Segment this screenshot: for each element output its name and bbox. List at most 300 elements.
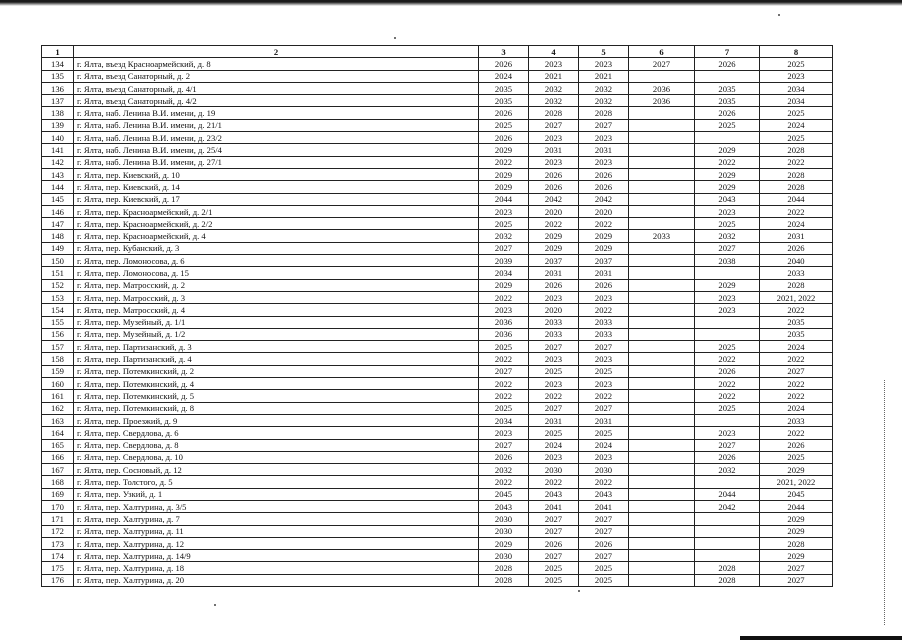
cell-col-4: 2031 [529,414,579,426]
cell-col-4: 2027 [529,341,579,353]
table-body [42,58,833,587]
cell-col-8: 2026 [760,439,833,451]
table-row [42,341,833,353]
cell-col-4: 2042 [529,193,579,205]
table-row [42,168,833,180]
cell-row-number: 143 [42,168,74,180]
cell-row-number: 166 [42,451,74,463]
cell-col-8: 2025 [760,132,833,144]
scan-bottom-edge [740,636,902,640]
cell-col-4: 2030 [529,464,579,476]
cell-address: г. Ялта, пер. Толстого, д. 5 [74,476,479,488]
cell-col-8: 2024 [760,119,833,131]
cell-col-5: 2025 [579,365,629,377]
cell-row-number: 137 [42,95,74,107]
cell-col-4: 2041 [529,500,579,512]
cell-col-6 [629,439,695,451]
cell-col-3: 2027 [479,365,529,377]
cell-col-7: 2042 [695,500,760,512]
cell-row-number: 151 [42,267,74,279]
table-row [42,156,833,168]
cell-col-5: 2024 [579,439,629,451]
cell-col-5: 2022 [579,218,629,230]
table-row [42,513,833,525]
cell-col-6 [629,402,695,414]
cell-col-7 [695,525,760,537]
cell-col-4: 2028 [529,107,579,119]
cell-col-8: 2025 [760,107,833,119]
cell-address: г. Ялта, пер. Потемкинский, д. 8 [74,402,479,414]
cell-col-5: 2027 [579,402,629,414]
cell-col-7: 2032 [695,230,760,242]
cell-col-5: 2022 [579,476,629,488]
cell-col-8: 2028 [760,537,833,549]
table-row [42,58,833,70]
table-row [42,365,833,377]
table-row [42,230,833,242]
cell-col-7: 2028 [695,574,760,586]
cell-col-3: 2022 [479,156,529,168]
cell-col-5: 2030 [579,464,629,476]
cell-col-7 [695,328,760,340]
cell-col-4: 2021 [529,70,579,82]
cell-col-6 [629,144,695,156]
cell-col-3: 2025 [479,402,529,414]
cell-col-5: 2020 [579,205,629,217]
cell-col-6 [629,537,695,549]
cell-col-5: 2029 [579,230,629,242]
cell-col-6 [629,476,695,488]
cell-col-7: 2027 [695,242,760,254]
cell-row-number: 154 [42,304,74,316]
table-row [42,304,833,316]
cell-col-5: 2023 [579,291,629,303]
cell-col-8: 2025 [760,58,833,70]
cell-address: г. Ялта, пер. Киевский, д. 14 [74,181,479,193]
cell-col-5: 2025 [579,427,629,439]
cell-col-4: 2024 [529,439,579,451]
table-row [42,525,833,537]
table-row [42,451,833,463]
cell-col-6 [629,107,695,119]
cell-col-6 [629,70,695,82]
cell-col-3: 2029 [479,537,529,549]
cell-col-8: 2022 [760,353,833,365]
cell-col-3: 2036 [479,316,529,328]
cell-col-4: 2023 [529,291,579,303]
cell-address: г. Ялта, пер. Халтурина, д. 20 [74,574,479,586]
cell-col-6 [629,550,695,562]
cell-row-number: 174 [42,550,74,562]
cell-col-5: 2032 [579,82,629,94]
cell-col-6 [629,365,695,377]
cell-row-number: 138 [42,107,74,119]
cell-col-5: 2037 [579,255,629,267]
cell-col-5: 2022 [579,390,629,402]
scan-speck [394,37,396,39]
cell-address: г. Ялта, пер. Красноармейский, д. 4 [74,230,479,242]
cell-col-5: 2026 [579,181,629,193]
cell-col-3: 2023 [479,205,529,217]
cell-col-4: 2031 [529,144,579,156]
table-row [42,205,833,217]
cell-col-3: 2032 [479,464,529,476]
cell-col-7: 2023 [695,304,760,316]
cell-row-number: 144 [42,181,74,193]
cell-col-3: 2039 [479,255,529,267]
column-header-5: 5 [579,46,629,58]
cell-col-6: 2033 [629,230,695,242]
cell-col-8: 2025 [760,451,833,463]
cell-row-number: 159 [42,365,74,377]
cell-col-3: 2025 [479,218,529,230]
cell-col-6 [629,488,695,500]
cell-address: г. Ялта, пер. Партизанский, д. 3 [74,341,479,353]
cell-col-7: 2025 [695,402,760,414]
cell-col-6 [629,168,695,180]
cell-col-7: 2023 [695,427,760,439]
table-row [42,82,833,94]
table-row [42,242,833,254]
cell-col-8: 2022 [760,427,833,439]
cell-col-8: 2033 [760,414,833,426]
cell-col-7: 2026 [695,365,760,377]
column-header-6: 6 [629,46,695,58]
cell-col-4: 2029 [529,242,579,254]
cell-row-number: 145 [42,193,74,205]
cell-col-8: 2029 [760,525,833,537]
cell-col-6 [629,574,695,586]
cell-col-8: 2022 [760,205,833,217]
cell-col-7: 2028 [695,562,760,574]
cell-row-number: 140 [42,132,74,144]
cell-col-5: 2041 [579,500,629,512]
cell-col-4: 2027 [529,402,579,414]
cell-col-4: 2022 [529,390,579,402]
table-row [42,550,833,562]
cell-row-number: 146 [42,205,74,217]
cell-col-4: 2023 [529,156,579,168]
cell-address: г. Ялта, пер. Красноармейский, д. 2/1 [74,205,479,217]
cell-col-6: 2027 [629,58,695,70]
cell-col-6 [629,304,695,316]
cell-col-5: 2027 [579,119,629,131]
cell-col-8: 2022 [760,156,833,168]
cell-col-8: 2024 [760,402,833,414]
cell-col-3: 2022 [479,291,529,303]
cell-col-8: 2044 [760,193,833,205]
table-row [42,107,833,119]
cell-col-5: 2023 [579,353,629,365]
table-row [42,500,833,512]
cell-col-3: 2028 [479,562,529,574]
cell-row-number: 165 [42,439,74,451]
scan-speck [214,604,216,606]
cell-col-5: 2032 [579,95,629,107]
cell-col-6 [629,328,695,340]
cell-col-5: 2031 [579,267,629,279]
table-row [42,267,833,279]
cell-row-number: 148 [42,230,74,242]
table-row [42,476,833,488]
cell-col-4: 2027 [529,550,579,562]
cell-row-number: 163 [42,414,74,426]
cell-col-4: 2031 [529,267,579,279]
cell-col-5: 2027 [579,341,629,353]
cell-col-7 [695,316,760,328]
table-row [42,279,833,291]
cell-col-5: 2027 [579,525,629,537]
cell-col-6 [629,464,695,476]
cell-col-5: 2033 [579,328,629,340]
cell-address: г. Ялта, пер. Потемкинский, д. 4 [74,378,479,390]
cell-col-6 [629,353,695,365]
cell-address: г. Ялта, пер. Киевский, д. 17 [74,193,479,205]
cell-col-8: 2040 [760,255,833,267]
table-row [42,488,833,500]
cell-col-7: 2026 [695,107,760,119]
cell-address: г. Ялта, пер. Киевский, д. 10 [74,168,479,180]
cell-row-number: 142 [42,156,74,168]
cell-col-3: 2024 [479,70,529,82]
cell-col-5: 2027 [579,550,629,562]
table-row [42,402,833,414]
cell-col-5: 2021 [579,70,629,82]
cell-col-5: 2025 [579,562,629,574]
buildings-schedule-table [41,45,833,587]
cell-address: г. Ялта, наб. Ленина В.И. имени, д. 25/4 [74,144,479,156]
cell-col-4: 2025 [529,562,579,574]
cell-col-8: 2028 [760,144,833,156]
cell-col-6 [629,451,695,463]
cell-col-7 [695,132,760,144]
cell-col-6 [629,513,695,525]
column-header-4: 4 [529,46,579,58]
scan-top-edge [0,0,902,7]
cell-col-3: 2044 [479,193,529,205]
cell-row-number: 134 [42,58,74,70]
cell-address: г. Ялта, пер. Халтурина, д. 7 [74,513,479,525]
cell-col-3: 2034 [479,267,529,279]
column-header-7: 7 [695,46,760,58]
cell-col-7: 2043 [695,193,760,205]
cell-col-6 [629,132,695,144]
cell-col-4: 2027 [529,525,579,537]
cell-col-6 [629,205,695,217]
cell-col-8: 2023 [760,70,833,82]
cell-address: г. Ялта, наб. Ленина В.И. имени, д. 23/2 [74,132,479,144]
cell-col-3: 2027 [479,242,529,254]
cell-address: г. Ялта, пер. Узкий, д. 1 [74,488,479,500]
cell-col-6 [629,500,695,512]
cell-address: г. Ялта, пер. Потемкинский, д. 5 [74,390,479,402]
cell-col-4: 2020 [529,205,579,217]
cell-col-6 [629,193,695,205]
cell-address: г. Ялта, пер. Халтурина, д. 11 [74,525,479,537]
cell-col-3: 2035 [479,95,529,107]
cell-address: г. Ялта, наб. Ленина В.И. имени, д. 21/1 [74,119,479,131]
cell-row-number: 160 [42,378,74,390]
table-row [42,119,833,131]
cell-col-7: 2026 [695,58,760,70]
table-row [42,574,833,586]
cell-address: г. Ялта, наб. Ленина В.И. имени, д. 27/1 [74,156,479,168]
cell-col-8: 2045 [760,488,833,500]
cell-col-8: 2024 [760,218,833,230]
cell-row-number: 170 [42,500,74,512]
cell-col-3: 2027 [479,439,529,451]
scan-right-edge [884,380,887,625]
table-row [42,353,833,365]
table-row [42,255,833,267]
cell-col-4: 2023 [529,451,579,463]
table-row [42,414,833,426]
table-row [42,218,833,230]
cell-col-7: 2029 [695,279,760,291]
cell-col-3: 2036 [479,328,529,340]
cell-address: г. Ялта, пер. Красноармейский, д. 2/2 [74,218,479,230]
cell-col-7: 2035 [695,82,760,94]
cell-col-8: 2027 [760,562,833,574]
cell-col-3: 2032 [479,230,529,242]
cell-row-number: 141 [42,144,74,156]
cell-col-8: 2021, 2022 [760,476,833,488]
cell-col-3: 2023 [479,304,529,316]
cell-col-3: 2030 [479,513,529,525]
cell-col-8: 2022 [760,304,833,316]
cell-row-number: 172 [42,525,74,537]
cell-col-6 [629,427,695,439]
cell-col-7 [695,550,760,562]
cell-col-7 [695,476,760,488]
cell-col-3: 2034 [479,414,529,426]
table-row [42,144,833,156]
cell-address: г. Ялта, пер. Халтурина, д. 3/5 [74,500,479,512]
cell-row-number: 157 [42,341,74,353]
cell-col-8: 2028 [760,181,833,193]
cell-col-7: 2023 [695,205,760,217]
cell-col-3: 2029 [479,144,529,156]
cell-address: г. Ялта, пер. Матросский, д. 2 [74,279,479,291]
cell-col-8: 2027 [760,365,833,377]
cell-col-7: 2029 [695,144,760,156]
cell-row-number: 152 [42,279,74,291]
cell-col-3: 2030 [479,525,529,537]
cell-address: г. Ялта, пер. Халтурина, д. 14/9 [74,550,479,562]
cell-col-3: 2045 [479,488,529,500]
table-row [42,439,833,451]
cell-row-number: 162 [42,402,74,414]
cell-col-6 [629,255,695,267]
cell-col-7: 2026 [695,451,760,463]
scan-speck [578,590,580,592]
cell-col-6 [629,156,695,168]
cell-address: г. Ялта, пер. Халтурина, д. 18 [74,562,479,574]
cell-row-number: 169 [42,488,74,500]
cell-col-3: 2026 [479,58,529,70]
cell-col-7: 2023 [695,291,760,303]
scan-speck [778,14,780,16]
cell-col-5: 2042 [579,193,629,205]
cell-col-4: 2025 [529,365,579,377]
cell-col-5: 2031 [579,144,629,156]
cell-col-6 [629,291,695,303]
cell-col-3: 2026 [479,451,529,463]
cell-col-7: 2035 [695,95,760,107]
table-row [42,464,833,476]
cell-address: г. Ялта, пер. Ломоносова, д. 15 [74,267,479,279]
cell-col-4: 2023 [529,132,579,144]
cell-col-5: 2023 [579,156,629,168]
cell-col-6: 2036 [629,82,695,94]
cell-col-8: 2022 [760,390,833,402]
cell-row-number: 149 [42,242,74,254]
table-row [42,95,833,107]
cell-col-3: 2022 [479,476,529,488]
cell-address: г. Ялта, пер. Сосновый, д. 12 [74,464,479,476]
table-row [42,70,833,82]
cell-col-3: 2029 [479,168,529,180]
cell-col-6: 2036 [629,95,695,107]
cell-col-5: 2043 [579,488,629,500]
cell-row-number: 164 [42,427,74,439]
cell-col-3: 2025 [479,341,529,353]
cell-col-7: 2029 [695,168,760,180]
cell-col-7: 2044 [695,488,760,500]
table-header-row [42,46,833,58]
cell-col-4: 2022 [529,476,579,488]
cell-col-7: 2029 [695,181,760,193]
column-header-2: 2 [74,46,479,58]
cell-col-8: 2029 [760,550,833,562]
cell-col-3: 2043 [479,500,529,512]
cell-col-5: 2023 [579,58,629,70]
table-row [42,193,833,205]
cell-col-3: 2026 [479,107,529,119]
cell-col-6 [629,390,695,402]
cell-col-5: 2033 [579,316,629,328]
cell-col-8: 2022 [760,378,833,390]
cell-col-6 [629,525,695,537]
cell-col-5: 2029 [579,242,629,254]
cell-col-4: 2027 [529,513,579,525]
cell-col-4: 2025 [529,427,579,439]
cell-col-3: 2030 [479,550,529,562]
cell-col-7: 2022 [695,156,760,168]
cell-col-6 [629,279,695,291]
cell-col-5: 2027 [579,513,629,525]
cell-row-number: 135 [42,70,74,82]
cell-col-8: 2034 [760,82,833,94]
cell-col-8: 2026 [760,242,833,254]
table-row [42,390,833,402]
cell-col-4: 2033 [529,328,579,340]
cell-col-5: 2026 [579,168,629,180]
cell-col-5: 2031 [579,414,629,426]
cell-row-number: 139 [42,119,74,131]
cell-col-3: 2035 [479,82,529,94]
cell-col-5: 2028 [579,107,629,119]
cell-col-6 [629,218,695,230]
cell-col-3: 2023 [479,427,529,439]
cell-row-number: 147 [42,218,74,230]
cell-address: г. Ялта, въезд Санаторный, д. 4/1 [74,82,479,94]
cell-col-7: 2022 [695,378,760,390]
cell-address: г. Ялта, пер. Матросский, д. 3 [74,291,479,303]
cell-col-4: 2026 [529,168,579,180]
cell-col-7: 2025 [695,341,760,353]
cell-address: г. Ялта, пер. Матросский, д. 4 [74,304,479,316]
